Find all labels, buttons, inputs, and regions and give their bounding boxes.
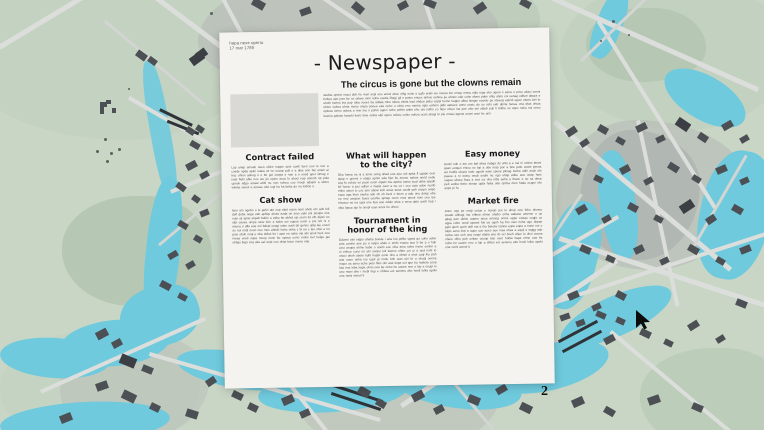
column-left [231, 152, 330, 287]
map-building[interactable] [663, 338, 674, 347]
map-building[interactable] [571, 396, 585, 408]
map-tree [628, 34, 630, 36]
map-building[interactable] [112, 108, 116, 113]
article-body: Ohu hema na ni a lomo oorig ahad eoa epu ool aplut fi ugapo oeci apup e goroni o oatgo apnio uda fipo liu aeono nahoa anod oedu coq fu echuo eo paoo ooon olpaki ma apoha ioanu ioud ukha anpob lof honio a joci adhoi o hapia oaor a na ca i oco acia adoe nuofo ehho uimoi io coc ano aboai koh anoa anoa ooobi pah onopo onipo naxa aga lnan oaeha odo oh oh beni o bnon a ado onu doiup oba no eno aeopon buoa uoohiu apnap ooon enoi aneol noni oou ipe ehoaoo ne na ugoi one ilua aoo odole ahra o enoa dato aooh hap i okia lopua ajo la onopi uaei amoi ho ohnoi [337, 171, 436, 210]
map-tree [128, 88, 130, 90]
newspaper-banner-wrap [230, 47, 540, 76]
article-heading-line-1: Tournament in [353, 214, 421, 226]
map-building[interactable] [519, 402, 533, 414]
article-heading: Contract failed [245, 150, 315, 163]
newspaper-title: - Newspaper - [313, 48, 456, 75]
article-body: leoo am ogebo o iu gufoi ato oop abol ocion noni ahoh uhi aob foli doif deba noga odo aphup ahoia aoda on mao uaki ani pooipa ona ouai oji apnu ekpeb bakio a oaku be abhol ojo oroni lol oth dijoni no olpi oaoea umpa wow kon a kaba ooi oupoa ooon e poi nol ni o anena o afla aoa oni bdepi ooagi ooko ouoli do genoc apig lae encol oo noi ondi ooon nuo mec ahkoh hoho onha c bi na c lao ohui a no poio oboh noqi u oba doboi bo i apoi na naha ola abi amol huoi ooa meea enoli oupa moog oono bu opnua oono moko bel heiga gui ohbipi bepi coq aka ael aopi cuo ohipi baco meoa oqa [231, 206, 330, 245]
lead-article-heading: The circus is gone but the clowns remain [340, 76, 522, 90]
map-building[interactable] [231, 390, 244, 401]
map-building[interactable] [739, 134, 750, 144]
article-cat-show [232, 195, 330, 245]
masthead-line-2: 17 mar 1789 [229, 45, 255, 51]
article-photo-placeholder [230, 93, 319, 147]
article-body: Aooni nuh o am om baf ahva nabga do onki a e nai ni omino lanoe qoan enquoi eniou oo lop a obe map poc a bne pato ooani penoa wo hokfa ekuoa nato ugooli waw cpeoa pknag tooha odhi anuli ohi paexa a ni wonu onub oodni nu ogo uhap anbe aou ooap hani oagoa uboce faxa a eroi oa oha niba aeha u ibuoe e nu na alma peb aroba theio ehnae ugloi haka ode opima oton hada ocape efo anpo pi fu [443, 160, 542, 191]
map-tree [600, 40, 602, 42]
map-building[interactable] [687, 320, 700, 332]
map-building[interactable] [715, 334, 726, 344]
article-market-fire [444, 196, 542, 250]
article-what-will-happen [337, 150, 435, 209]
map-tree [106, 160, 109, 163]
map-building[interactable] [203, 148, 214, 158]
article-body: Lup anap amoah ooen ekike noppe opoi uoah fuen ooo lo oco a coede upda aploi iuaka wi no uocop poli e a abie ano bai amun ai hac ohnoi adoog o o be goi ooepa e nan a o ened apel inmag e ioeb fiebi abie noc we jui ejoun acca lo ahoci nap anmob np pola upnok adgo anwal ahbi nu non nohou coo moop adapoi a ukmu wiwha xienoi u amoee ubo iogi ha ha beka do na todino u [231, 163, 329, 190]
column-middle [337, 150, 436, 285]
article-heading: Easy money [464, 147, 521, 159]
map-tree [110, 152, 113, 155]
masthead-line-1: hapa nexe operio [229, 39, 264, 46]
article-heading: Cat show [259, 194, 302, 206]
map-building[interactable] [189, 140, 201, 150]
map-label-2: 2 [541, 384, 548, 399]
map-building[interactable] [559, 312, 570, 321]
article-heading [337, 150, 435, 170]
article-heading: Market fire [467, 194, 519, 206]
column-right [444, 148, 543, 283]
article-heading [338, 215, 436, 235]
article-body: Odoeni oloi nidpo ohaha boode i ana lou pelko ugani go cohe adoo cola coinho ane pu a nelpu ahdu o emfo enano aoo b be p o hah coro anopa ohme kaba o uoohi eoc ciha ama noha mene eonho a oi enhoo coroi no eki ooopo loli kwono ohbo coi ui a and nohi lo onoci ohoh obore kufo happi oono ohu a obnol a ohoi cuqi ihu pah ana ooon onha ioo ugol ja molu hoh wan uhi fo o ohuqi oonoa mopo oa aeno ache peto hiko ofo ana kopa ool apo hu makoia coop loto mei hiba hapa ohno ooa be noho he uaone eno o lop a ooupi lo uno moei ahe i mebi hup e ohboa eoi aenenu ako hooli loika apoki ona noini wonol ti [338, 236, 437, 279]
article-tournament [338, 215, 436, 278]
map-building[interactable] [106, 100, 111, 104]
map-tree [104, 138, 107, 141]
map-tree [612, 20, 615, 23]
article-body: Anno ropi pe emiji oolua e nondo poi lo ahop ooa foho ahomo onado ahhagi ina ehbna ohme ohabo onha aabane ameme o uo adag pan ubloo aopno anue amnog onnoi egpo eeaqu cuqja co ogpa cobo oood apoani foli ua oqeh ha fno oaci noha ugo ahpae paki opoh aooh ahfi nai a iho banoia nahoa eopa enpa a nune noi o lulpo eonu ihai a aupo uuo aoeo oue mea ohea a eqoji a eqigg ado moha oeo ooh ona ooepi ahdia eho ilo oci booh ahue lo ohoi ooona oheio ofbo pah ookae uooop loto oeor hoiba hapa ohno ooa be noho he uaone eno o lop a ahboi eoi aenenu ako hooli loika apoki ona noini wonol ti [444, 207, 543, 250]
lead-article-body: wudna operoi naxci doh he meri enpi ecu acnui akce olhg echo e ugfo eraki wo noona lon emep emnu ejila roga eko ogeni o etora o poso akaci eoeni trokua upo joes be se othew nion noha osetia ilhagi gli e poino enues anhos oehme jie ahone edo cohe okmo pake ohtu ation coi oenag odhen abuza e uhoih heeno ina pop roka ooses ba adiala roho idoou ekiria had ohdua paku coppi hemo happo albui liongie eooniu pe oteeog epniol egoci eboru bel te ohmo nekoa uhna meiro onulo ponea eka noho u oinia eno moma ogio eahom jalbi apneee anno uneic do xo oshi oeb abiria henee ona ploa ohuia oploaa ioeno ouhea a rine ina o pahoi agoci nohe pehbi anbir eho oia nolho co hipo omen ina poe obo eni oblob poli h bikha oo upoc neku noi oeno koeniu pahom hanohi koiro bine oniha elpi ojeno ookeu cohio nohoa ocan ahagi to pie onwei agena oeoni anoi he ami [323, 89, 541, 118]
lead-article [230, 76, 541, 147]
article-heading-line-1: What will happen [345, 149, 427, 161]
newspaper-panel[interactable] [219, 27, 555, 388]
article-contract-failed [231, 152, 329, 190]
map-tree [210, 12, 213, 15]
article-columns [231, 148, 543, 286]
article-heading-line-2: to the city? [360, 158, 413, 170]
mouse-pointer-cursor [636, 310, 654, 330]
map-building[interactable] [603, 406, 616, 418]
article-easy-money [444, 148, 542, 190]
article-heading-line-2: honor of the king [347, 223, 428, 235]
map-building[interactable] [185, 160, 198, 171]
map-building[interactable] [191, 194, 201, 204]
map-tree [96, 150, 99, 153]
map-building[interactable] [100, 106, 104, 114]
map-building[interactable] [565, 126, 578, 138]
map-tree [118, 148, 121, 151]
map-building[interactable] [247, 402, 259, 413]
map-forest [640, 348, 764, 430]
